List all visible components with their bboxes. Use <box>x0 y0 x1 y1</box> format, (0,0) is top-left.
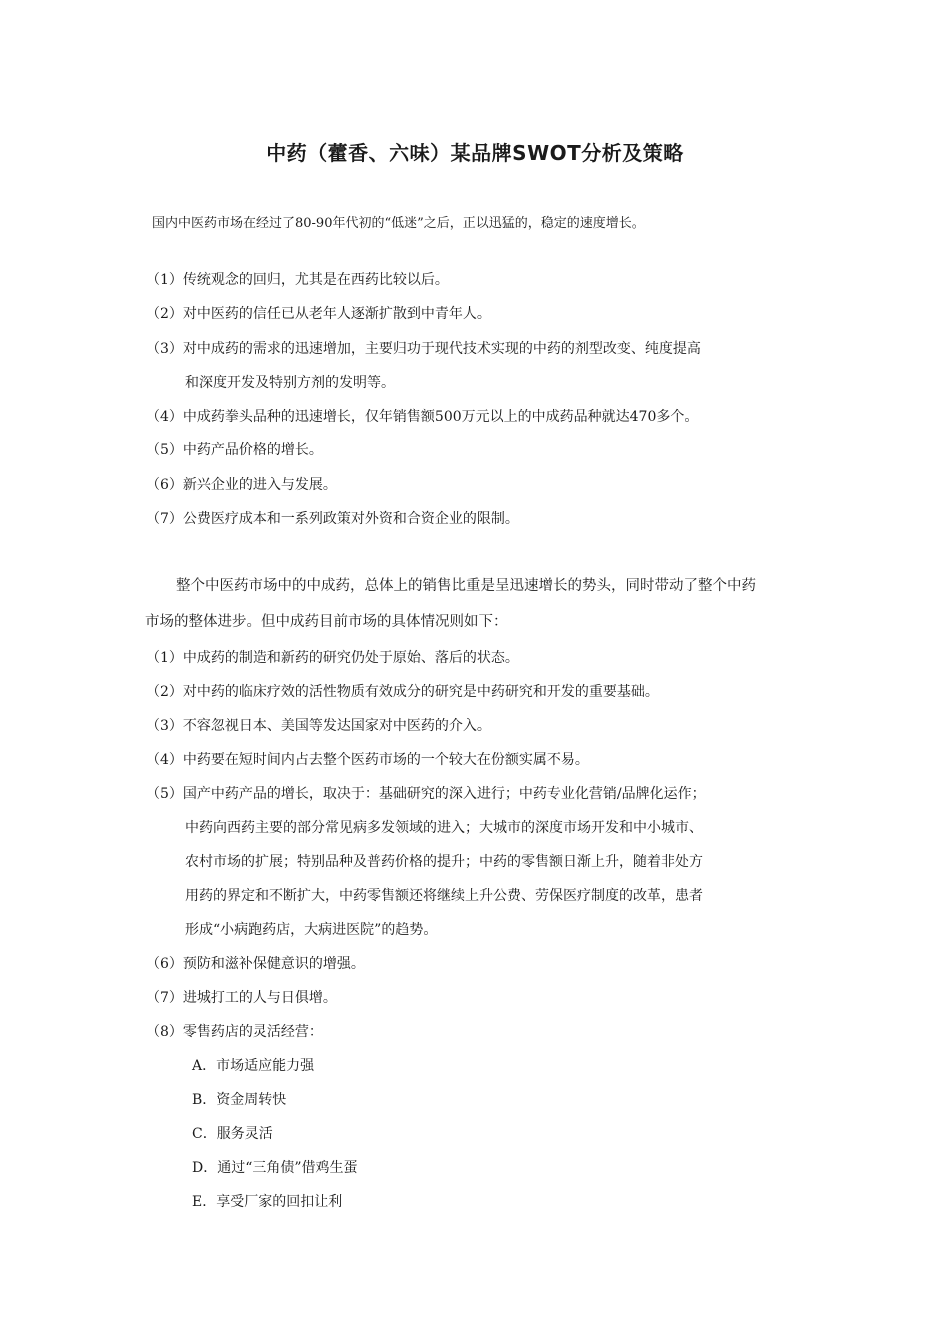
list-item-continuation: 中药向西药主要的部分常见病多发领域的进入；大城市的深度市场开发和中小城市、 <box>185 820 703 836</box>
list-item: （6）新兴企业的进入与发展。 <box>146 477 337 493</box>
sublist-item: D．通过“三角债”借鸡生蛋 <box>192 1160 358 1176</box>
list-item: （6）预防和滋补保健意识的增强。 <box>146 956 365 972</box>
sublist-item: B．资金周转快 <box>192 1092 287 1108</box>
list-item: （5）中药产品价格的增长。 <box>146 442 323 458</box>
list-item-continuation: 形成“小病跑药店，大病进医院”的趋势。 <box>185 922 438 938</box>
intro-paragraph: 国内中医药市场在经过了80-90年代初的“低迷”之后，正以迅猛的，稳定的速度增长。 <box>152 216 645 231</box>
list-item: （3）对中成药的需求的迅速增加，主要归功于现代技术实现的中药的剂型改变、纯度提高 <box>146 341 701 357</box>
sublist-item: A．市场适应能力强 <box>192 1058 315 1074</box>
list-item: （2）对中医药的信任已从老年人逐渐扩散到中青年人。 <box>146 306 491 322</box>
list-item-continuation: 用药的界定和不断扩大，中药零售额还将继续上升公费、劳保医疗制度的改革，患者 <box>185 888 703 904</box>
sublist-item: E．享受厂家的回扣让利 <box>192 1194 343 1210</box>
list-item: （8）零售药店的灵活经营： <box>146 1024 323 1040</box>
list-item: （7）公费医疗成本和一系列政策对外资和合资企业的限制。 <box>146 511 519 527</box>
list-item: （4）中药要在短时间内占去整个医药市场的一个较大在份额实属不易。 <box>146 752 589 768</box>
list-item: （4）中成药拳头品种的迅速增长，仅年销售额500万元以上的中成药品种就达470多个。 <box>146 409 699 425</box>
list-item: （7）进城打工的人与日俱增。 <box>146 990 337 1006</box>
list-item-continuation: 和深度开发及特别方剂的发明等。 <box>185 375 395 391</box>
sublist-item: C．服务灵活 <box>192 1126 273 1142</box>
list-item: （1）中成药的制造和新药的研究仍处于原始、落后的状态。 <box>146 650 519 666</box>
list-item: （2）对中药的临床疗效的活性物质有效成分的研究是中药研究和开发的重要基础。 <box>146 684 659 700</box>
list-item: （3）不容忽视日本、美国等发达国家对中医药的介入。 <box>146 718 491 734</box>
body-paragraph-line: 市场的整体进步。但中成药目前市场的具体情况则如下： <box>145 614 508 630</box>
list-item: （1）传统观念的回归，尤其是在西药比较以后。 <box>146 272 449 288</box>
document-title: 中药（藿香、六味）某品牌SWOT分析及策略 <box>266 141 684 165</box>
list-item: （5）国产中药产品的增长，取决于：基础研究的深入进行；中药专业化营销/品牌化运作； <box>146 786 706 802</box>
body-paragraph-line: 整个中医药市场中的中成药，总体上的销售比重是呈迅速增长的势头，同时带动了整个中药 <box>176 578 756 594</box>
list-item-continuation: 农村市场的扩展；特别品种及普药价格的提升；中药的零售额日渐上升，随着非处方 <box>185 854 703 870</box>
